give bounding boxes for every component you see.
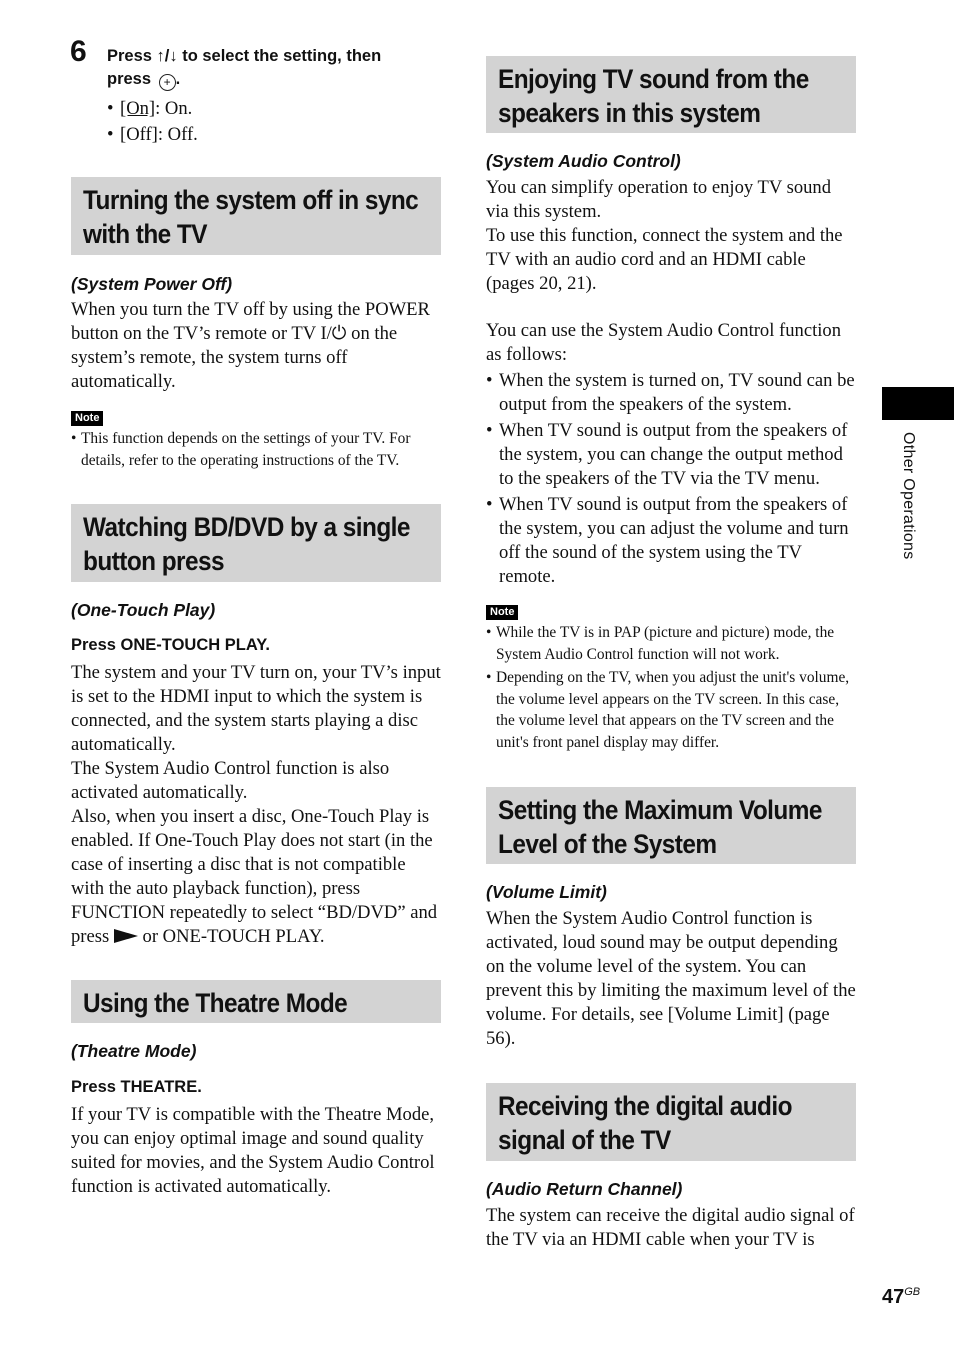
heading-arc xyxy=(486,1083,856,1161)
heading-tv-sound xyxy=(486,56,856,133)
step-line2-prefix: press xyxy=(107,70,152,88)
heading-power-off-line2: with the TV xyxy=(83,219,207,249)
note-item: • This function depends on the settings of your TV. For details, refer to the operating instructions of the TV. xyxy=(71,428,443,471)
list-item: • When the system is turned on, TV sound can be output from the speakers of the system. xyxy=(486,369,858,417)
body-tv-sound-p3: You can use the System Audio Control function as follows: xyxy=(486,320,841,365)
heading-one-touch-line1: Watching BD/DVD by a single xyxy=(83,512,410,542)
note-item: • Depending on the TV, when you adjust the unit's volume, the volume level appears on the TV screen. In this case, the volume level that appears on the TV screen and the unit's front panel display may differ. xyxy=(486,667,858,753)
body-theatre: If your TV is compatible with the Theatre Mode, you can enjoy optimal image and sound quality suited for movies, and the System Audio Control function is activated automatically. xyxy=(71,1104,435,1197)
page-suffix: GB xyxy=(904,1286,921,1298)
heading-tv-sound-line2: speakers in this system xyxy=(498,98,761,128)
heading-one-touch xyxy=(71,504,441,582)
tv-sound-bullets xyxy=(486,369,858,589)
note-label-tv-sound: Note xyxy=(486,605,518,620)
notes-tv-sound xyxy=(486,622,858,753)
subtitle-theatre: (Theatre Mode) xyxy=(71,1041,197,1061)
heading-max-volume xyxy=(486,787,856,864)
body-tv-sound xyxy=(486,176,858,296)
subtitle-tv-sound: (System Audio Control) xyxy=(486,151,681,171)
subtitle-power-off: (System Power Off) xyxy=(71,274,233,294)
heading-power-off-line1: Turning the system off in sync xyxy=(83,185,419,215)
heading-theatre-title: Using the Theatre Mode xyxy=(83,988,348,1018)
body-power-off: When you turn the TV off by using the POWER button on the TV’s remote or TV I/⏻ on the system’s remote, the system turns off automatically. xyxy=(71,299,430,392)
subtitle-one-touch: (One-Touch Play) xyxy=(71,600,216,620)
step-number: 6 xyxy=(70,35,87,68)
heading-tv-sound-line1: Enjoying TV sound from the xyxy=(498,64,809,94)
body-one-touch-p2: The System Audio Control function is also activated automatically. xyxy=(71,758,390,803)
body-tv-sound-p2: To use this function, connect the system and the TV with an audio cord and an HDMI cable (pages 20, 21). xyxy=(486,225,843,294)
step-instruction xyxy=(107,45,437,91)
note-label-power-off: Note xyxy=(71,411,103,426)
heading-max-volume-line1: Setting the Maximum Volume xyxy=(498,795,822,825)
body-one-touch-p3: Also, when you insert a disc, One-Touch Play is enabled. If One-Touch Play does not start (in the case of inserting a disc that is not compatible with the auto playback function), press FUNCTION repeatedly to select “BD/DVD” and press or ONE-TOUCH PLAY. xyxy=(71,806,438,947)
note-item: • While the TV is in PAP (picture and picture) mode, the System Audio Control function will not work. xyxy=(486,622,858,665)
heading-arc-line1: Receiving the digital audio xyxy=(498,1091,792,1121)
list-item: • When TV sound is output from the speakers of the system, you can adjust the volume and turn off the sound of the system using the TV remote. xyxy=(486,493,858,589)
enter-button-icon: + xyxy=(159,74,176,91)
side-tab-label: Other Operations xyxy=(900,432,917,560)
step-line1: Press ↑/↓ to select the setting, then xyxy=(107,47,382,65)
body-max-volume: When the System Audio Control function is activated, loud sound may be output depending on the volume level of the system. You can prevent this by limiting the maximum level of the volume. For details, see [Volume Limit] (page 56). xyxy=(486,908,856,1049)
heading-one-touch-line2: button press xyxy=(83,546,225,576)
body-one-touch-p1: The system and your TV turn on, your TV’s input is set to the HDMI input to which the system is connected, and the system starts playing a disc automatically. xyxy=(71,662,441,755)
heading-max-volume-line2: Level of the System xyxy=(498,829,717,859)
heading-power-off xyxy=(71,177,441,255)
instruction-theatre: Press THEATRE. xyxy=(71,1078,202,1096)
body-one-touch xyxy=(71,661,443,949)
option-on: • [On]: On. xyxy=(107,96,437,122)
page-number: $47^{GB}$ xyxy=(882,1286,921,1308)
list-item: • When TV sound is output from the speakers of the system, you can change the output method to the speakers of the TV via the TV menu. xyxy=(486,419,858,491)
heading-arc-line2: signal of the TV xyxy=(498,1125,671,1155)
step-options xyxy=(107,96,437,148)
body-tv-sound-p1: You can simplify operation to enjoy TV sound via this system. xyxy=(486,177,832,222)
body-arc: The system can receive the digital audio signal of the TV via an HDMI cable when your TV is xyxy=(486,1205,855,1250)
step-line2-suffix: . xyxy=(175,70,181,88)
heading-theatre xyxy=(71,980,441,1023)
subtitle-arc: (Audio Return Channel) xyxy=(486,1179,683,1199)
subtitle-max-volume: (Volume Limit) xyxy=(486,882,607,902)
side-tab-marker xyxy=(882,387,954,420)
play-icon xyxy=(114,929,138,943)
instruction-one-touch: Press ONE-TOUCH PLAY. xyxy=(71,636,270,654)
option-off: • [Off]: Off. xyxy=(107,122,437,148)
notes-power-off xyxy=(71,428,443,471)
